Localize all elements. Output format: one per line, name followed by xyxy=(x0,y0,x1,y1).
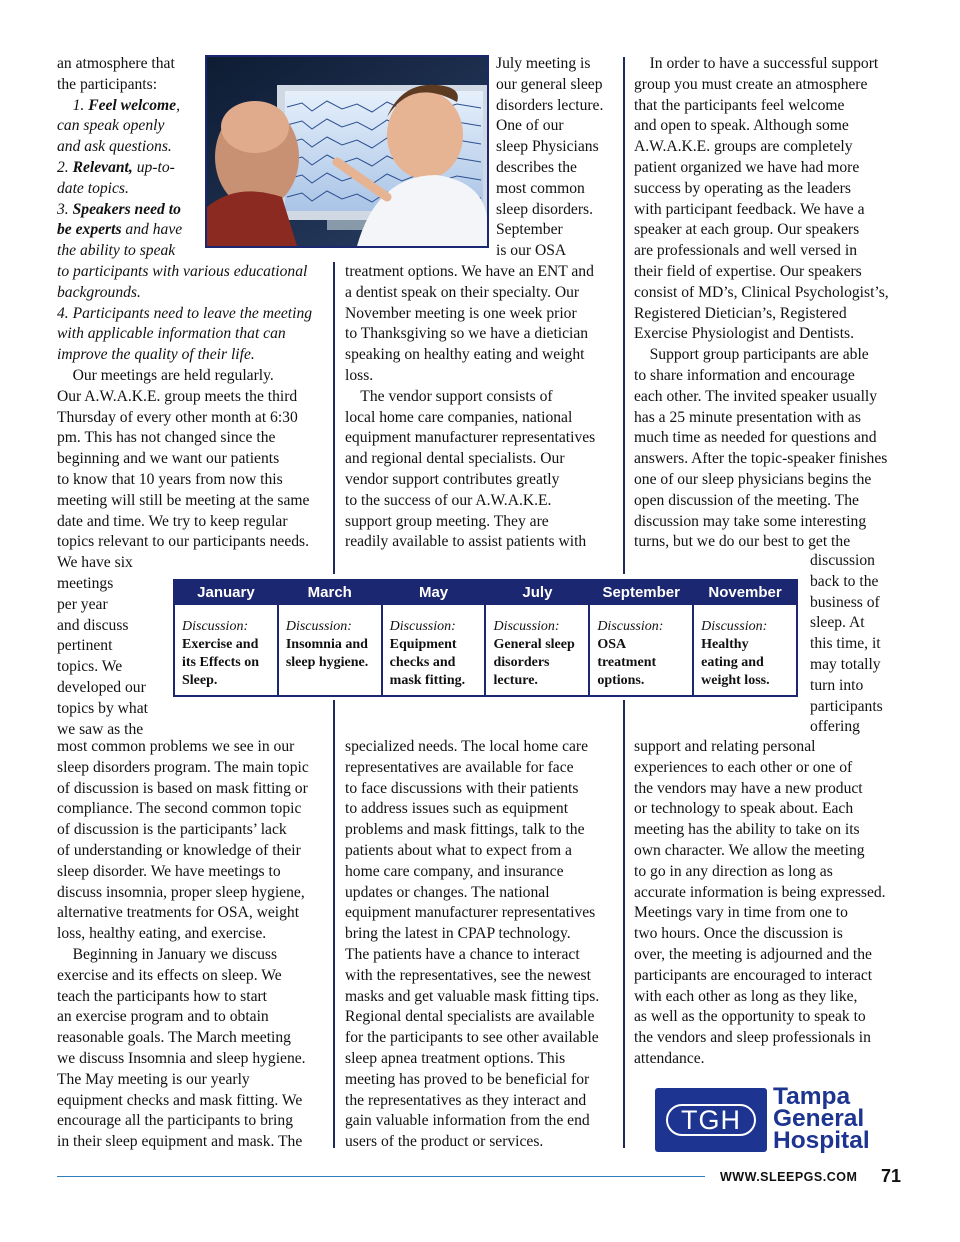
text-line: 4. Participants need to leave the meeting xyxy=(57,304,313,322)
schedule-month-header: January xyxy=(175,581,277,605)
column-divider-left-lower xyxy=(333,700,335,1148)
text-line: home care company, and insurance xyxy=(345,862,564,880)
text-line xyxy=(57,158,312,179)
discussion-topic: sleep hygiene. xyxy=(285,655,369,670)
text-line xyxy=(57,200,312,221)
text-line: pertinent xyxy=(57,637,113,655)
text-line: back to the xyxy=(810,572,879,590)
text-line: specialized needs. The local home care xyxy=(345,738,589,755)
text-line: One of our xyxy=(496,117,564,135)
discussion-topic: Healthy xyxy=(701,637,749,652)
column-divider-right-lower xyxy=(623,700,625,1148)
text-line: date and time. We try to keep regular xyxy=(57,512,288,530)
text-line: group you must create an atmosphere xyxy=(634,75,868,93)
text-line: users of the product or services. xyxy=(345,1133,544,1151)
tgh-logo-mark xyxy=(655,1088,767,1152)
text-line: one of our sleep physicians begins the xyxy=(634,470,872,488)
text-line: of discussion is based on mask fitting or xyxy=(57,779,308,797)
text-line: each other. The invited speaker usually xyxy=(634,387,878,405)
text-line xyxy=(57,96,312,117)
text-line: sleep disorder. We have meetings to xyxy=(57,862,281,880)
text-line: updates or changes. The national xyxy=(345,883,550,901)
discussion-label: Discussion: xyxy=(597,619,664,634)
emphasis-text: Feel welcome xyxy=(88,96,177,114)
text-line: are professionals and well versed in xyxy=(634,242,858,260)
text-line: alternative treatments for OSA, weight xyxy=(57,904,300,922)
text-line: treatment options. We have an ENT and xyxy=(345,263,594,280)
text-line: with the representatives, see the newest xyxy=(345,966,591,984)
discussion-topic: mask fitting. xyxy=(389,673,466,688)
text-line: with each other as long as they like, xyxy=(634,987,858,1005)
schedule-cell xyxy=(694,605,796,690)
text-line: much time as needed for questions and xyxy=(634,429,877,447)
footer-website: WWW.SLEEPGS.COM xyxy=(720,1170,858,1184)
text-line: the participants: xyxy=(57,75,158,93)
tgh-logo-wordmark xyxy=(773,1083,870,1154)
text-line: most common problems we see in our xyxy=(57,738,295,755)
text-line: accurate information is being expressed. xyxy=(634,883,886,901)
tgh-logo xyxy=(655,1083,880,1154)
text-line: encourage all the participants to bring xyxy=(57,1112,293,1130)
text-line: equipment manufacturer representatives xyxy=(345,429,596,447)
schedule-column-january xyxy=(175,581,279,695)
text-line: Our A.W.A.K.E. group meets the third xyxy=(57,387,298,405)
text-line: participants are encouraged to interact xyxy=(634,966,873,984)
text-line: September xyxy=(496,221,563,239)
text-line: equipment manufacturer representatives xyxy=(345,904,596,922)
logo-wordmark-line: General xyxy=(773,1105,865,1132)
text-line: equipment checks and mask fitting. We xyxy=(57,1091,303,1109)
text-line: vendor support contributes greatly xyxy=(345,470,560,488)
text-line: date topics. xyxy=(57,179,129,197)
text-line: two hours. Once the discussion is xyxy=(634,925,843,943)
column-2-lower-text xyxy=(345,737,599,1153)
text-line: The patients have a chance to interact xyxy=(345,945,580,963)
column-3-beside-calendar-text xyxy=(810,551,883,738)
emphasis-text: be experts xyxy=(57,221,122,239)
schedule-column-march xyxy=(279,581,383,695)
text-line: patient organized we have had more xyxy=(634,158,860,176)
text-line: topics. We xyxy=(57,658,123,676)
text-line: may totally xyxy=(810,655,881,673)
text-line: as well as the opportunity to speak to xyxy=(634,1008,866,1026)
text-line: to face discussions with their patients xyxy=(345,779,579,797)
discussion-topic: General sleep xyxy=(493,637,575,652)
text-line: The vendor support consists of xyxy=(345,387,553,405)
text-line: to share information and encourage xyxy=(634,366,855,384)
schedule-month-header: September xyxy=(590,581,692,605)
text-line: describes the xyxy=(496,158,577,176)
text-line: with applicable information that can xyxy=(57,325,286,343)
text-line: Thursday of every other month at 6:30 xyxy=(57,408,298,426)
text-line: turns, but we do our best to get the xyxy=(634,533,851,551)
text-line: and open to speak. Although some xyxy=(634,117,849,135)
text-line: sleep Physicians xyxy=(496,138,599,156)
text-line: an atmosphere that xyxy=(57,55,175,72)
text-line: turn into xyxy=(810,676,864,694)
text-line: our general sleep xyxy=(496,75,603,93)
text-line: exercise and its effects on sleep. We xyxy=(57,966,282,984)
text-line: patients about what to expect from a xyxy=(345,841,572,859)
schedule-cell xyxy=(279,605,381,672)
text-line: discussion may take some interesting xyxy=(634,512,867,530)
text-line: of discussion is the participants’ lack xyxy=(57,821,287,839)
text-line: a dentist speak on their specialty. Our xyxy=(345,283,580,301)
text-line: loss. xyxy=(345,366,374,384)
text-line: problems and mask fittings, talk to the xyxy=(345,821,585,839)
text-line: The May meeting is our yearly xyxy=(57,1070,250,1088)
text-line: can speak openly xyxy=(57,117,165,135)
text-line: participants xyxy=(810,697,883,715)
text-line: the vendors may have a new product xyxy=(634,779,863,797)
text-line: discussion xyxy=(810,552,875,569)
text-line: an exercise program and to obtain xyxy=(57,1008,269,1026)
text-line: is our OSA xyxy=(496,242,567,260)
text-line: loss, healthy eating, and exercise. xyxy=(57,925,267,943)
discussion-topic: Exercise and xyxy=(182,637,259,652)
logo-wordmark-line: Tampa xyxy=(773,1083,851,1110)
text-line: of understanding or knowledge of their xyxy=(57,841,301,859)
text-line xyxy=(57,220,312,241)
text-line: July meeting is xyxy=(496,55,591,72)
discussion-label: Discussion: xyxy=(285,619,352,634)
discussion-topic: eating and xyxy=(701,655,764,670)
text-line: with participant feedback. We have a xyxy=(634,200,865,218)
text-line: that the participants feel welcome xyxy=(634,96,845,114)
tgh-logo-letters: TGH xyxy=(666,1104,756,1136)
schedule-cell xyxy=(486,605,588,690)
text-line: discuss insomnia, proper sleep hygiene, xyxy=(57,883,305,901)
text-line: own character. We allow the meeting xyxy=(634,841,865,859)
text-line: to know that 10 years from now this xyxy=(57,470,283,488)
text-line: attendance. xyxy=(634,1049,705,1067)
text-line: we discuss Insomnia and sleep hygiene. xyxy=(57,1049,306,1067)
discussion-topic: checks and xyxy=(389,655,456,670)
discussion-topic: Equipment xyxy=(389,637,457,652)
discussion-topic: weight loss. xyxy=(701,673,770,688)
discussion-topic: its Effects on xyxy=(182,655,259,670)
column-divider-right xyxy=(623,57,625,574)
text-line: most common xyxy=(496,179,585,197)
text-line: readily available to assist patients with xyxy=(345,533,587,551)
text-line: teach the participants how to start xyxy=(57,987,268,1005)
discussion-topic: lecture. xyxy=(493,673,538,688)
text-line: compliance. The second common topic xyxy=(57,800,302,818)
discussion-topic: options. xyxy=(597,673,645,688)
text-line: pm. This has not changed since the xyxy=(57,429,276,447)
column-2-beside-photo-text xyxy=(496,54,603,262)
text-line: or technology to speak about. Each xyxy=(634,800,854,818)
schedule-month-header: May xyxy=(383,581,485,605)
schedule-column-november xyxy=(694,581,796,695)
schedule-cell xyxy=(590,605,692,690)
text-line: sleep apnea treatment options. This xyxy=(345,1049,566,1067)
text-line: meetings xyxy=(57,574,114,592)
text-line: speaking on healthy eating and weight xyxy=(345,346,585,364)
emphasis-text: Relevant, xyxy=(72,158,133,176)
text-line: gain valuable information from the end xyxy=(345,1112,590,1130)
text-line: the representatives as they interact and xyxy=(345,1091,587,1109)
text-line: Regional dental specialists are available xyxy=(345,1008,595,1026)
text-line: sleep. At xyxy=(810,614,865,632)
text-line: Support group participants are able xyxy=(634,346,869,364)
discussion-topic: treatment xyxy=(597,655,657,670)
text-line: Registered Dietician’s, Registered xyxy=(634,304,847,322)
text-line: to go in any direction as long as xyxy=(634,862,833,880)
text-line: to address issues such as equipment xyxy=(345,800,569,818)
text-line: reasonable goals. The March meeting xyxy=(57,1029,291,1047)
text-line: Our meetings are held regularly. xyxy=(57,366,274,384)
text-line: we saw as the xyxy=(57,720,144,738)
text-line: over, the meeting is adjourned and the xyxy=(634,945,872,963)
text-line: topics relevant to our participants needs. xyxy=(57,533,310,551)
text-line: A.W.A.K.E. groups are completely xyxy=(634,138,853,156)
text-line: experiences to each other or one of xyxy=(634,758,853,776)
text-line: in their sleep equipment and mask. The xyxy=(57,1133,303,1151)
text-line: success by operating as the leaders xyxy=(634,179,851,197)
text-line: this time, it xyxy=(810,635,881,653)
text-line: support group meeting. They are xyxy=(345,512,549,530)
text-line: meeting has proved to be beneficial for xyxy=(345,1070,590,1088)
emphasis-text: Speakers need to xyxy=(72,200,181,218)
discussion-label: Discussion: xyxy=(701,619,768,634)
schedule-column-september xyxy=(590,581,694,695)
text-line: backgrounds. xyxy=(57,283,141,301)
text-line: and discuss xyxy=(57,616,129,634)
text-line: We have six xyxy=(57,554,133,572)
text-line: topics by what xyxy=(57,699,148,717)
discussion-label: Discussion: xyxy=(493,619,560,634)
schedule-month-header: March xyxy=(279,581,381,605)
text-fragment: 1. xyxy=(57,96,89,114)
schedule-column-may xyxy=(383,581,487,695)
text-line: Meetings vary in time from one to xyxy=(634,904,848,922)
text-line: per year xyxy=(57,595,108,613)
discussion-label: Discussion: xyxy=(389,619,456,634)
text-line: meeting has the ability to take on its xyxy=(634,821,860,839)
text-line: developed our xyxy=(57,678,146,696)
text-fragment: 2. xyxy=(57,158,73,176)
text-line: their field of expertise. Our speakers xyxy=(634,262,862,280)
meeting-schedule-table xyxy=(173,579,798,697)
text-line: the vendors and sleep professionals in xyxy=(634,1029,871,1047)
text-line: consist of MD’s, Clinical Psychologist’s, xyxy=(634,283,889,301)
text-fragment: 3. xyxy=(57,200,73,218)
discussion-topic: Insomnia and xyxy=(285,637,368,652)
text-line: Exercise Physiologist and Dentists. xyxy=(634,325,855,343)
text-line: and ask questions. xyxy=(57,138,172,156)
text-line: for the participants to see other available xyxy=(345,1029,599,1047)
text-fragment: and have xyxy=(121,221,183,239)
text-line: speaker at each group. Our speakers xyxy=(634,221,860,239)
discussion-label: Discussion: xyxy=(182,619,249,634)
discussion-topic: OSA xyxy=(597,637,627,652)
text-line: Beginning in January we discuss xyxy=(57,945,278,963)
text-line: local home care companies, national xyxy=(345,408,573,426)
text-line: masks and get valuable mask fitting tips. xyxy=(345,987,600,1005)
text-line: representatives are available for face xyxy=(345,758,574,776)
text-line: answers. After the topic-speaker finishes xyxy=(634,450,888,468)
column-2-upper-text xyxy=(345,262,595,553)
discussion-topic: Sleep. xyxy=(182,673,218,688)
schedule-month-header: November xyxy=(694,581,796,605)
schedule-column-july xyxy=(486,581,590,695)
text-line: bring the latest in CPAP technology. xyxy=(345,925,571,943)
logo-wordmark-line: Hospital xyxy=(773,1127,870,1154)
text-line: business of xyxy=(810,593,880,611)
schedule-month-header: July xyxy=(486,581,588,605)
text-line: to participants with various educational xyxy=(57,262,308,280)
discussion-topic: disorders xyxy=(493,655,550,670)
text-line: support and relating personal xyxy=(634,738,816,755)
column-1-lower-text xyxy=(57,737,309,1153)
column-3-upper-text xyxy=(634,54,889,553)
text-fragment: , xyxy=(176,96,180,114)
column-divider-left xyxy=(333,262,335,574)
text-line: the ability to speak xyxy=(57,242,176,260)
text-line: has a 25 minute presentation with as xyxy=(634,408,861,426)
text-line: open discussion of the meeting. The xyxy=(634,491,859,509)
text-line: to the success of our A.W.A.K.E. xyxy=(345,491,552,509)
schedule-cell xyxy=(175,605,277,690)
text-fragment: up-to- xyxy=(132,158,175,176)
text-line: In order to have a successful support xyxy=(634,55,879,72)
text-line: disorders lecture. xyxy=(496,96,604,114)
text-line: offering xyxy=(810,718,860,736)
text-line: meeting will still be meeting at the same xyxy=(57,491,310,509)
schedule-cell xyxy=(383,605,485,690)
text-line: improve the quality of their life. xyxy=(57,346,255,364)
footer-rule xyxy=(57,1176,705,1177)
text-line: sleep disorders program. The main topic xyxy=(57,758,309,776)
text-line: and regional dental specialists. Our xyxy=(345,450,565,468)
text-line: beginning and we want our patients xyxy=(57,450,280,468)
text-line: sleep disorders. xyxy=(496,200,594,218)
text-line: to Thanksgiving so we have a dietician xyxy=(345,325,589,343)
column-3-lower-text xyxy=(634,737,886,1070)
page-number: 71 xyxy=(881,1166,902,1186)
text-line: November meeting is one week prior xyxy=(345,304,577,322)
